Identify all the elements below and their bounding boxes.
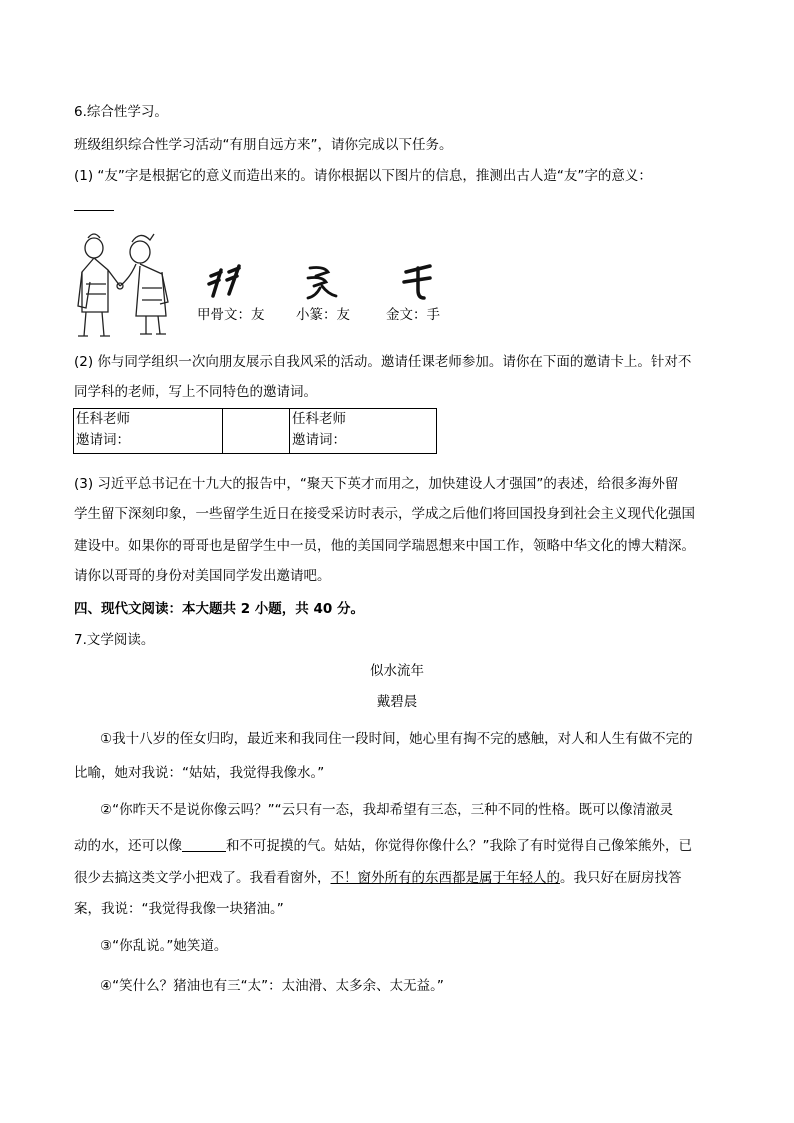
glyph-caption-bronze: 金文：手 [386,307,440,323]
part-3-line-3: 建设中。如果你的哥哥也是留学生中一员，他的美国同学瑞恩想来中国工作，领略中华文化的博大精深。 [74,538,695,554]
invitation-card-table [73,408,437,454]
paragraph-2-line-2 [74,836,692,856]
paragraph-2-line-1: ②“你昨天不是说你像云吗？”“云只有一态，我却希望有三态，三种不同的性格。既可以像清澈灵 [100,802,674,818]
paragraph-2-line-3-start: 很少去搞这类文学小把戏了。我看看窗外， [74,870,331,886]
question-6-title: 6.综合性学习。 [74,104,168,120]
glyph-caption-oracle: 甲骨文：友 [197,307,265,323]
paragraph-4: ④“笑什么？猪油也有三“太”：太油滑、太多余、太无益。” [100,978,444,994]
bronze-shou-glyph [398,262,438,302]
underlined-sentence: 不！窗外所有的东西都是属于年轻人的 [330,870,560,886]
question-6-intro: 班级组织综合性学习活动“有朋自远方来”，请你完成以下任务。 [74,137,453,153]
paragraph-1-line-1: ①我十八岁的侄女归昀，最近来和我同住一段时间，她心里有掏不完的感触，对人和人生有做不完的 [100,731,693,747]
essay-title: 似水流年 [370,663,424,679]
card-left-teacher: 任科老师 [76,411,130,427]
card-left-invite: 邀请词： [76,432,130,448]
paragraph-1-line-2: 比喻，她对我说：“姑姑，我觉得我像水。” [74,765,325,781]
paragraph-2-line-2-start: 动的水，还可以像 [74,838,182,854]
essay-author: 戴碧晨 [376,694,418,710]
part-3-line-4: 请你以哥哥的身份对美国同学发出邀请吧。 [74,568,331,584]
paragraph-2-line-4: 案，我说：“我觉得我像一块猪油。” [74,901,284,917]
invitation-card-gap [223,409,290,454]
paragraph-3: ③“你乱说。”她笑道。 [100,938,228,954]
paragraph-2-line-3 [74,868,682,888]
paragraph-2-line-3-end: 。我只好在厨房找答 [560,870,682,886]
handshake-illustration [66,228,184,340]
fill-in-blank [182,837,226,852]
oracle-bone-you-glyph [205,262,249,302]
answer-blank [74,210,114,211]
part-3-line-1: (3) 习近平总书记在十九大的报告中，“聚天下英才而用之，加快建设人才强国”的表述，给很多海外留 [74,476,679,492]
part-1-prompt: (1) “友”字是根据它的意义而造出来的。请你根据以下图片的信息，推测出古人造“友”字的意义： [74,168,652,184]
paragraph-2-line-2-end: 和不可捉摸的气。姑姑，你觉得你像什么？”我除了有时觉得自己像笨熊外，已 [226,838,692,854]
seal-script-you-glyph [302,262,342,302]
part-3-line-2: 学生留下深刻印象，一些留学生近日在接受采访时表示，学成之后他们将回国投身到社会主义现代化强国 [74,506,695,522]
card-right-invite: 邀请词： [292,432,346,448]
card-right-teacher: 任科老师 [292,411,346,427]
part-2-prompt-line-1: (2) 你与同学组织一次向朋友展示自我风采的活动。邀请任课老师参加。请你在下面的邀请卡上。针对不 [74,354,692,370]
invitation-card-right [290,409,437,454]
invitation-card-left [74,409,223,454]
glyph-caption-seal: 小篆：友 [296,307,350,323]
part-2-prompt-line-2: 同学科的老师，写上不同特色的邀请词。 [74,384,317,400]
section-4-heading: 四、现代文阅读：本大题共 2 小题，共 40 分。 [74,601,364,617]
question-7-title: 7.文学阅读。 [74,632,155,648]
